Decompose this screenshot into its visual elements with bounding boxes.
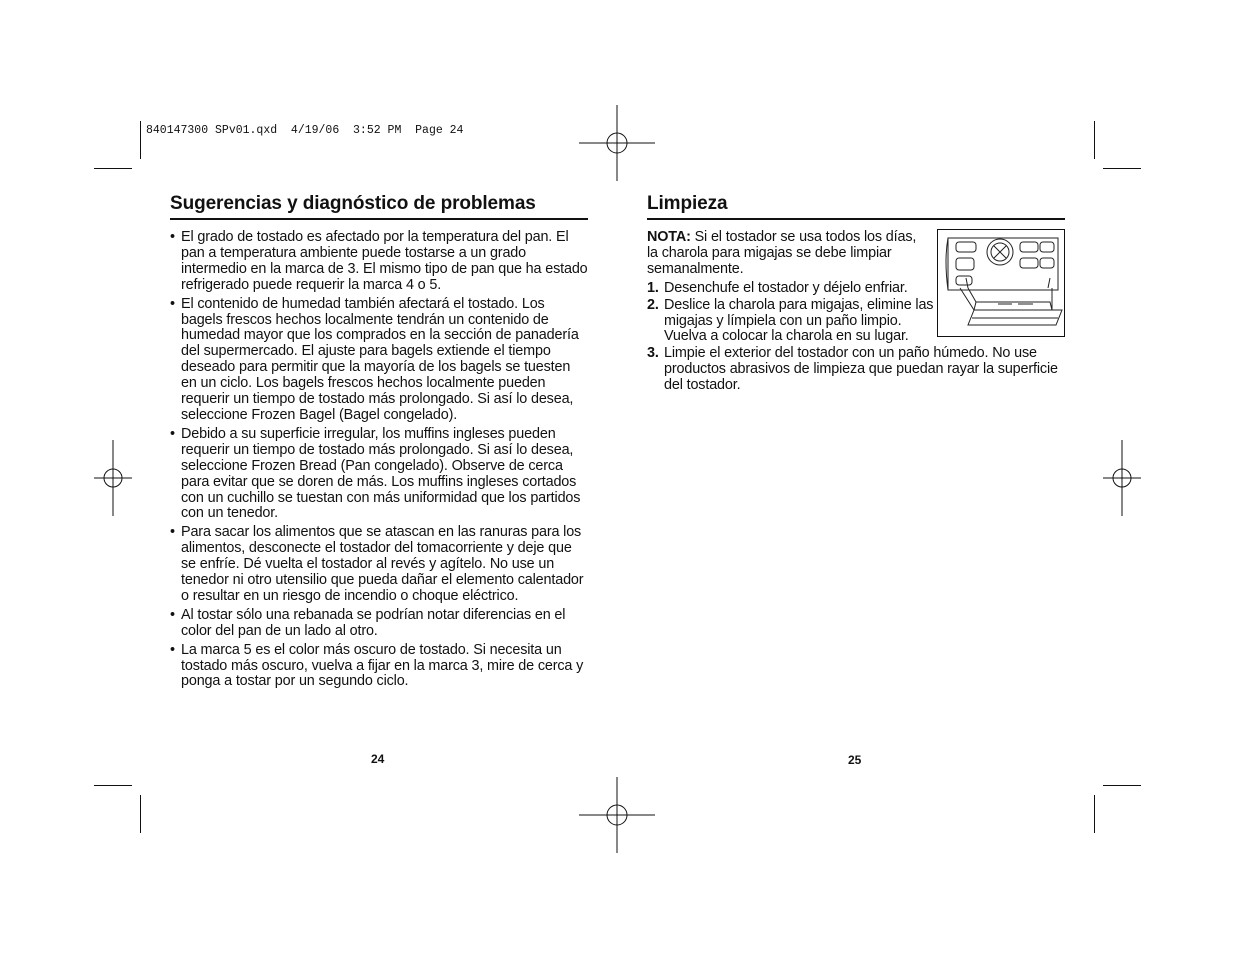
step-text: Limpie el exterior del tostador con un paño húmedo. No use productos abrasivos de limpieza que puedan rayar la superficie del tostador.	[664, 345, 1058, 394]
list-item: • La marca 5 es el color más oscuro de tostado. Si necesita un tostado más oscuro, vuelva a fijar en la marca 3, mire de cerca y ponga a tostar por un segundo ciclo.	[170, 641, 584, 690]
list-item-text: Al tostar sólo una rebanada se podrían notar diferencias en el color del pan de un lado al otro.	[181, 606, 566, 639]
tips-list	[170, 230, 588, 690]
page-number: 24	[371, 752, 385, 766]
note-paragraph	[647, 230, 917, 278]
list-item-text: Para sacar los alimentos que se atascan en las ranuras para los alimentos, desconecte el tostador del tomacorriente y deje que se enfríe. Dé vuelta el tostador al revés y agítelo. No use un tenedor ni otro utensilio que pueda dañar el elemento calentador o resultar en un riesgo de incendio o choque eléctrico.	[181, 524, 584, 604]
list-item-text: La marca 5 es el color más oscuro de tostado. Si necesita un tostado más oscuro, vuelva a fijar en la marca 3, mire de cerca y ponga a tostar por un segundo ciclo.	[181, 641, 584, 690]
list-item: • Debido a su superficie irregular, los muffins ingleses pueden requerir un tiempo de tostado más prolongado. Si así lo desea, seleccione Frozen Bread (Pan congelado). Observe de cerca para evitar que se doren de más. Los muffins ingleses cortados con un cuchillo se tuestan con más uniformidad que los partidos con un tenedor.	[170, 425, 581, 522]
step-number: 2.	[647, 296, 659, 313]
step-text: Desenchufe el tostador y déjelo enfriar.	[664, 279, 908, 296]
note-text: Si el tostador se usa todos los días, la charola para migajas se debe limpiar semanalmente.	[647, 229, 917, 277]
crop-mark	[94, 168, 132, 169]
registration-mark-icon	[579, 777, 655, 853]
step-number: 3.	[647, 345, 659, 362]
crop-mark	[1094, 121, 1095, 159]
crop-mark	[140, 795, 141, 833]
list-item: • Al tostar sólo una rebanada se podrían notar diferencias en el color del pan de un lado al otro.	[170, 606, 566, 639]
troubleshooting-section	[170, 193, 588, 693]
list-item: • El contenido de humedad también afectará el tostado. Los bagels frescos hechos localmente tendrán un contenido de humedad mayor que los comprados en la sección de panadería del supermercado. El ajuste para bagels extiende el tiempo deseado para permitir que la mayoría de los bagels se tuesten en un ciclo. Los bagels frescos hechos localmente pueden requerir un tiempo de tostado más prolongado. Si así lo desea, seleccione Frozen Bagel (Bagel congelado).	[170, 295, 579, 423]
list-item-text: Debido a su superficie irregular, los muffins ingleses pueden requerir un tiempo de tostado más prolongado. Si así lo desea, seleccione Frozen Bread (Pan congelado). Observe de cerca para evitar que se doren de más. Los muffins ingleses cortados con un cuchillo se tuestan con más uniformidad que los partidos con un tenedor.	[181, 425, 581, 522]
note-label: NOTA:	[647, 229, 691, 245]
list-item	[647, 346, 1065, 394]
crop-mark	[1094, 795, 1095, 833]
list-item-text: El contenido de humedad también afectará el tostado. Los bagels frescos hechos localmente tendrán un contenido de humedad mayor que los comprados en la sección de panadería del supermercado. El ajuste para bagels extiende el tiempo deseado para permitir que la mayoría de los bagels se tuesten en un ciclo. Los bagels frescos hechos localmente pueden requerir un tiempo de tostado más prolongado. Si así lo desea, seleccione Frozen Bagel (Bagel congelado).	[181, 295, 579, 423]
crop-mark	[140, 121, 141, 159]
step-text: Deslice la charola para migajas, elimine las migajas y límpiela con un paño limpio. Vuelva a colocar la charola en su lugar.	[664, 296, 934, 345]
list-item: • El grado de tostado es afectado por la temperatura del pan. El pan a temperatura ambiente puede tostarse a un grado intermedio en la marca de 3. El mismo tipo de pan que ha estado refrigerado puede requerir la marca 4 o 5.	[170, 229, 588, 293]
registration-mark-icon	[94, 440, 132, 516]
toaster-crumb-tray-illustration	[937, 229, 1065, 337]
step-number: 1.	[647, 279, 659, 296]
registration-mark-icon	[1103, 440, 1141, 516]
section-title: Limpieza	[647, 193, 1065, 220]
section-title: Sugerencias y diagnóstico de problemas	[170, 193, 588, 220]
toaster-icon	[938, 230, 1063, 335]
print-slug: 840147300 SPv01.qxd 4/19/06 3:52 PM Page 24	[146, 124, 464, 137]
list-item	[647, 281, 934, 297]
list-item-text: El grado de tostado es afectado por la temperatura del pan. El pan a temperatura ambiente puede tostarse a un grado intermedio en la marca de 3. El mismo tipo de pan que ha estado refrigerado puede requerir la marca 4 o 5.	[181, 229, 588, 293]
list-item	[647, 298, 934, 346]
registration-mark-icon	[579, 105, 655, 181]
page-number: 25	[848, 753, 862, 767]
crop-mark	[1103, 168, 1141, 169]
crop-mark	[1103, 785, 1141, 786]
list-item: • Para sacar los alimentos que se atascan en las ranuras para los alimentos, desconecte el tostador del tomacorriente y deje que se enfríe. Dé vuelta el tostador al revés y agítelo. No use un tenedor ni otro utensilio que pueda dañar el elemento calentador o resultar en un riesgo de incendio o choque eléctrico.	[170, 524, 584, 604]
crop-mark	[94, 785, 132, 786]
